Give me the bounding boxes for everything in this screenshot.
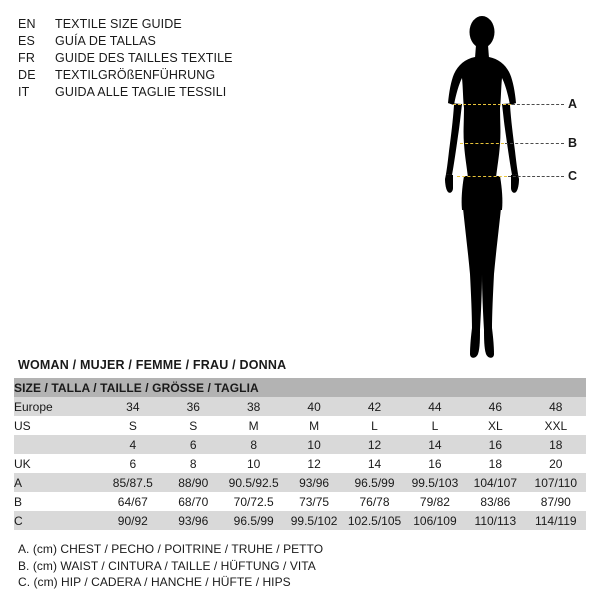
cell: 18 xyxy=(465,454,525,473)
cell: 88/90 xyxy=(163,473,223,492)
cell: 79/82 xyxy=(405,492,465,511)
cell: L xyxy=(344,416,404,435)
table-row xyxy=(14,416,586,435)
female-silhouette-icon xyxy=(420,8,590,373)
cell: 46 xyxy=(465,397,525,416)
language-code: FR xyxy=(18,51,36,65)
language-title: GUÍA DE TALLAS xyxy=(55,34,156,48)
cell: 18 xyxy=(526,435,586,454)
table-row xyxy=(14,454,586,473)
language-row xyxy=(18,33,298,50)
cell: 16 xyxy=(465,435,525,454)
language-row xyxy=(18,16,298,33)
cell: 106/109 xyxy=(405,511,465,530)
cell: M xyxy=(223,416,283,435)
cell: S xyxy=(103,416,163,435)
cell: 12 xyxy=(284,454,344,473)
cell: 10 xyxy=(284,435,344,454)
cell: 83/86 xyxy=(465,492,525,511)
cell: 16 xyxy=(405,454,465,473)
table-row xyxy=(14,492,586,511)
cell: 42 xyxy=(344,397,404,416)
cell: 20 xyxy=(526,454,586,473)
row-label: A xyxy=(14,473,103,492)
cell: 38 xyxy=(223,397,283,416)
cell: 99.5/103 xyxy=(405,473,465,492)
cell: 93/96 xyxy=(284,473,344,492)
cell: 48 xyxy=(526,397,586,416)
cell: 6 xyxy=(163,435,223,454)
cell: 4 xyxy=(103,435,163,454)
cell: 8 xyxy=(223,435,283,454)
cell: 8 xyxy=(163,454,223,473)
cell: 104/107 xyxy=(465,473,525,492)
language-title: GUIDA ALLE TAGLIE TESSILI xyxy=(55,85,227,99)
language-title: GUIDE DES TAILLES TEXTILE xyxy=(55,51,233,65)
hip-leader-line xyxy=(508,176,564,177)
language-code: EN xyxy=(18,17,36,31)
row-label: C xyxy=(14,511,103,530)
language-code: ES xyxy=(18,34,36,48)
cell: 73/75 xyxy=(284,492,344,511)
cell: 64/67 xyxy=(103,492,163,511)
hip-marker-label: C xyxy=(568,169,578,183)
row-label xyxy=(14,435,103,454)
cell: 44 xyxy=(405,397,465,416)
cell: 110/113 xyxy=(465,511,525,530)
size-table xyxy=(14,378,586,530)
table-header-label: SIZE / TALLA / TAILLE / GRÖSSE / TAGLIA xyxy=(14,378,586,397)
cell: 96.5/99 xyxy=(344,473,404,492)
table-header-row xyxy=(14,378,586,397)
cell: 34 xyxy=(103,397,163,416)
table-row xyxy=(14,397,586,416)
language-code: IT xyxy=(18,85,30,99)
legend-row-hip: C. (cm) HIP / CADERA / HANCHE / HÜFTE / HIPS xyxy=(18,575,291,589)
cell: XXL xyxy=(526,416,586,435)
cell: 36 xyxy=(163,397,223,416)
cell: 90/92 xyxy=(103,511,163,530)
hip-measure-line xyxy=(457,176,507,177)
language-row xyxy=(18,84,298,101)
cell: L xyxy=(405,416,465,435)
cell: 96.5/99 xyxy=(223,511,283,530)
cell: 12 xyxy=(344,435,404,454)
cell: 99.5/102 xyxy=(284,511,344,530)
waist-leader-line xyxy=(505,143,564,144)
table-row xyxy=(14,473,586,492)
cell: 87/90 xyxy=(526,492,586,511)
cell: S xyxy=(163,416,223,435)
row-label: B xyxy=(14,492,103,511)
measurement-legend xyxy=(18,541,578,591)
row-label: UK xyxy=(14,454,103,473)
waist-marker-label: B xyxy=(568,136,578,150)
chest-measure-line xyxy=(453,104,511,105)
cell: 6 xyxy=(103,454,163,473)
cell: 76/78 xyxy=(344,492,404,511)
table-row xyxy=(14,435,586,454)
language-code: DE xyxy=(18,68,36,82)
chest-leader-line xyxy=(512,104,564,105)
cell: 85/87.5 xyxy=(103,473,163,492)
section-title: WOMAN / MUJER / FEMME / FRAU / DONNA xyxy=(18,358,287,372)
cell: 14 xyxy=(344,454,404,473)
cell: 90.5/92.5 xyxy=(223,473,283,492)
cell: 93/96 xyxy=(163,511,223,530)
cell: XL xyxy=(465,416,525,435)
cell: 102.5/105 xyxy=(344,511,404,530)
cell: M xyxy=(284,416,344,435)
cell: 70/72.5 xyxy=(223,492,283,511)
waist-measure-line xyxy=(460,143,504,144)
cell: 114/119 xyxy=(526,511,586,530)
cell: 10 xyxy=(223,454,283,473)
cell: 40 xyxy=(284,397,344,416)
chest-marker-label: A xyxy=(568,97,578,111)
cell: 68/70 xyxy=(163,492,223,511)
row-label: US xyxy=(14,416,103,435)
legend-row-waist: B. (cm) WAIST / CINTURA / TAILLE / HÜFTUNG / VITA xyxy=(18,558,316,573)
female-body-figure xyxy=(420,8,590,373)
language-row xyxy=(18,50,298,67)
language-title: TEXTILGRÖßENFÜHRUNG xyxy=(55,68,216,82)
table-row xyxy=(14,511,586,530)
language-title: TEXTILE SIZE GUIDE xyxy=(55,17,182,31)
language-row xyxy=(18,67,298,84)
cell: 107/110 xyxy=(526,473,586,492)
language-list xyxy=(18,16,298,101)
row-label: Europe xyxy=(14,397,103,416)
legend-row-chest: A. (cm) CHEST / PECHO / POITRINE / TRUHE / PETTO xyxy=(18,542,324,556)
cell: 14 xyxy=(405,435,465,454)
